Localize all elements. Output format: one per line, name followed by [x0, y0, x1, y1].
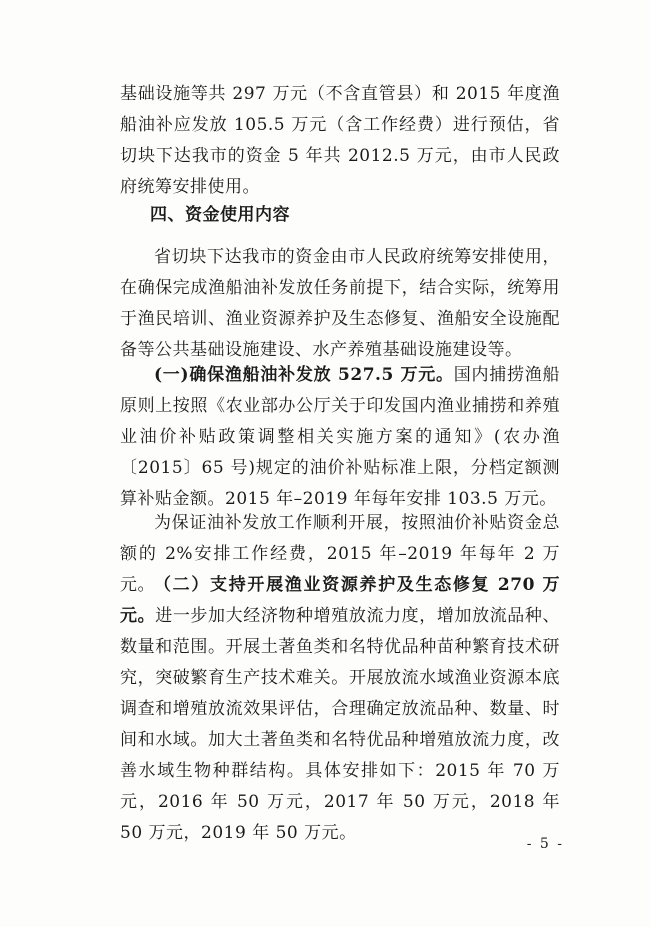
section-heading: 四、资金使用内容 [150, 205, 290, 225]
item-two-paragraph [120, 570, 560, 849]
item-one-paragraph [120, 360, 560, 515]
paragraph-continuation: 基础设施等共 297 万元（不含直管县）和 2015 年度渔船油补应发放 105.5 万元（含工作经费）进行预估，省切块下达我市的资金 5 年共 2012.5 万元，由市人民政府统筹安排使用。 [120, 84, 560, 197]
page-number: - 5 - [526, 836, 564, 852]
item-one-body: 国内捕捞渔船原则上按照《农业部办公厅关于印发国内渔业捕捞和养殖业油价补贴政策调整相关实施方案的通知》(农办渔〔2015〕65 号)规定的油价补贴标准上限，分档定额测算补贴金额。2015 年–2019 年每年安排 103.5 万元。 [120, 365, 561, 509]
item-one-extra-paragraph: 为保证油补发放工作顺利开展，按照油价补贴资金总额的 2%安排工作经费，2015 年–2019 年每年 2 万元。 [120, 513, 560, 595]
item-one-heading: (一)确保渔船油补发放 527.5 万元。 [154, 365, 454, 385]
paragraph-intro: 省切块下达我市的资金由市人民政府统筹安排使用，在确保完成渔船油补发放任务前提下，结合实际，统筹用于渔民培训、渔业资源养护及生态修复、渔船安全设施配备等公共基础设施建设、水产养殖基础设施建设等。 [120, 247, 560, 360]
item-two-body: 进一步加大经济物种增殖放流力度，增加放流品种、数量和范围。开展土著鱼类和名特优品种苗种繁育技术研究，突破繁育生产技术难关。开展放流水域渔业资源本底调查和增殖放流效果评估，合理确定放流品种、数量、时间和水域。加大土著鱼类和名特优品种增殖放流力度，改善水域生物种群结构。具体安排如下：2015 年 70 万元，2016 年 50 万元，2017 年 50 万元，2018 年 50 万元，2019 年 50 万元。 [120, 606, 561, 843]
item-two-heading: （二）支持开展渔业资源养护及生态修复 270 万元。 [120, 575, 560, 626]
